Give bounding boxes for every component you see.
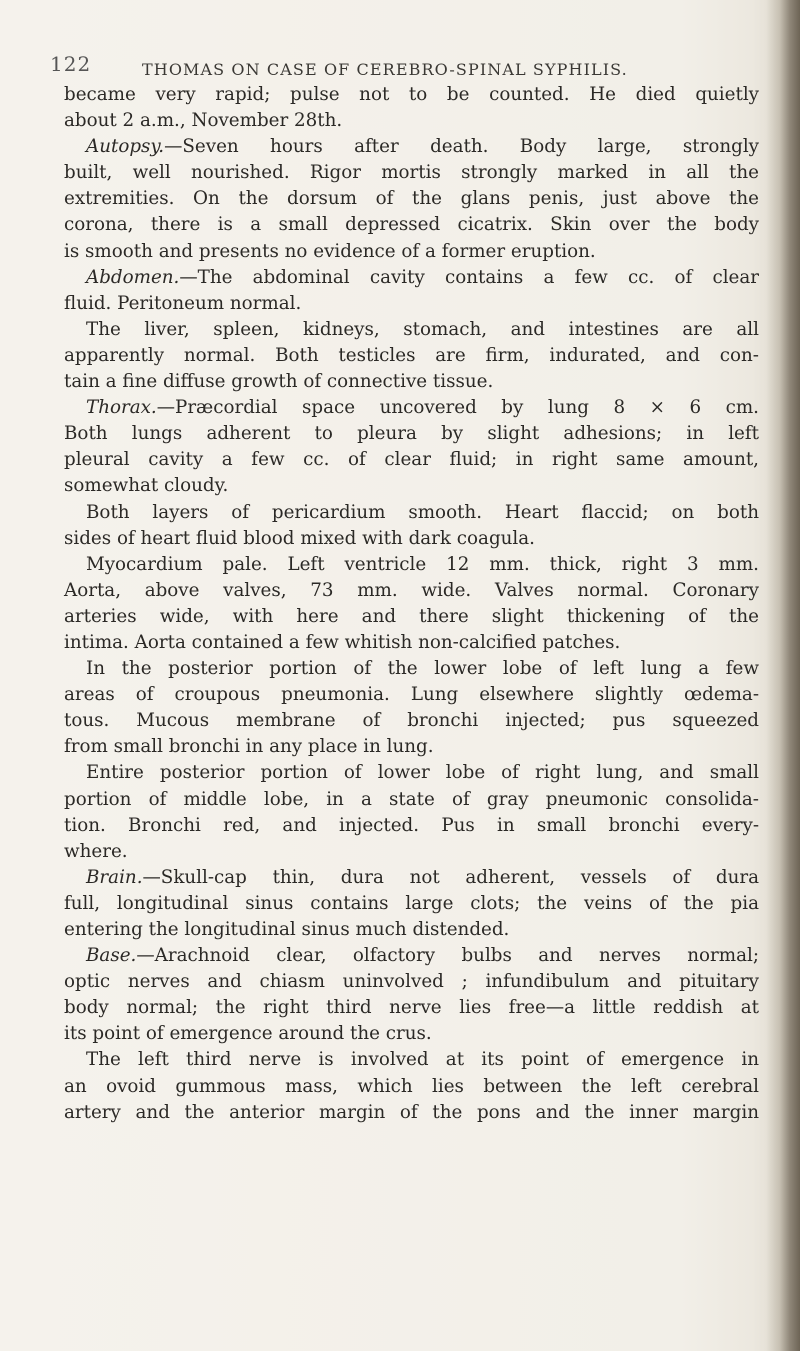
text-line: portion of middle lobe, in a state of gray pneumonic consolida-	[64, 788, 759, 810]
text-line: Both layers of pericardium smooth. Heart flaccid; on both	[86, 501, 759, 523]
text-line: arteries wide, with here and there slight thickening of the	[64, 605, 759, 627]
text-line: The liver, spleen, kidneys, stomach, and intestines are all	[86, 318, 759, 340]
body-text	[64, 82, 759, 1126]
text-line: entering the longitudinal sinus much distended.	[64, 919, 510, 940]
text-line: Abdomen.—The abdominal cavity contains a few cc. of clear	[86, 266, 759, 288]
text-line: where.	[64, 840, 128, 862]
text-line: from small bronchi in any place in lung.	[64, 736, 434, 758]
text-line: became very rapid; pulse not to be counted. He died quietly	[64, 84, 759, 105]
text-line: is smooth and presents no evidence of a former eruption.	[64, 240, 596, 262]
text-line: Thorax.—Præcordial space uncovered by lung 8 × 6 cm.	[86, 397, 759, 419]
text-line: fluid. Peritoneum normal.	[64, 292, 302, 314]
page-binding-shadow	[766, 0, 800, 1351]
text-line: Brain.—Skull-cap thin, dura not adherent, vessels of dura	[86, 866, 759, 888]
text-line: its point of emergence around the crus.	[64, 1023, 432, 1045]
text-line: In the posterior portion of the lower lobe of left lung a few	[86, 658, 759, 680]
text-line: Autopsy.—Seven hours after death. Body large, strongly	[86, 136, 759, 158]
section-heading-base: Base.	[86, 945, 137, 967]
text-line: tion. Bronchi red, and injected. Pus in small bronchi every-	[64, 814, 759, 836]
text-line: extremities. On the dorsum of the glans penis, just above the	[64, 188, 759, 210]
page-number: 122	[50, 52, 92, 76]
text-line: intima. Aorta contained a few whitish non-calcified patches.	[64, 631, 621, 653]
section-heading-thorax: Thorax.	[86, 397, 157, 419]
text-line: an ovoid gummous mass, which lies between the left cerebral	[64, 1075, 759, 1097]
text-line: body normal; the right third nerve lies free—a little reddish at	[64, 997, 759, 1019]
text-line: Entire posterior portion of lower lobe of right lung, and small	[86, 762, 759, 784]
text-line: somewhat cloudy.	[64, 475, 229, 497]
text-line: The left third nerve is involved at its point of emergence in	[86, 1049, 759, 1071]
section-heading-autopsy: Autopsy.	[86, 136, 165, 158]
text-line: artery and the anterior margin of the pons and the inner margin	[64, 1101, 759, 1123]
text-line: optic nerves and chiasm uninvolved ; infundibulum and pituitary	[64, 971, 759, 993]
text-line: pleural cavity a few cc. of clear fluid; in right same amount,	[64, 449, 759, 471]
running-head: THOMAS ON CASE OF CEREBRO-SPINAL SYPHILIS.	[142, 60, 628, 79]
text-line: areas of croupous pneumonia. Lung elsewhere slightly œdema-	[64, 684, 759, 706]
text-line: Aorta, above valves, 73 mm. wide. Valves normal. Coronary	[64, 579, 759, 601]
text-line: apparently normal. Both testicles are firm, indurated, and con-	[64, 344, 759, 366]
text-line: full, longitudinal sinus contains large clots; the veins of the pia	[64, 892, 759, 914]
text-line: Both lungs adherent to pleura by slight adhesions; in left	[64, 423, 759, 445]
text-line: Myocardium pale. Left ventricle 12 mm. thick, right 3 mm.	[86, 553, 759, 575]
text-line: about 2 a.m., November 28th.	[64, 110, 343, 132]
section-heading-brain: Brain.	[86, 866, 143, 888]
section-heading-abdomen: Abdomen.	[86, 266, 180, 288]
text-line: sides of heart fluid blood mixed with dark coagula.	[64, 527, 535, 549]
text-line: tous. Mucous membrane of bronchi injected; pus squeezed	[64, 710, 759, 732]
text-line: built, well nourished. Rigor mortis strongly marked in all the	[64, 162, 759, 184]
text-line: corona, there is a small depressed cicatrix. Skin over the body	[64, 214, 759, 236]
text-line: tain a fine diffuse growth of connective tissue.	[64, 371, 494, 393]
text-line: Base.—Arachnoid clear, olfactory bulbs and nerves normal;	[86, 945, 759, 967]
